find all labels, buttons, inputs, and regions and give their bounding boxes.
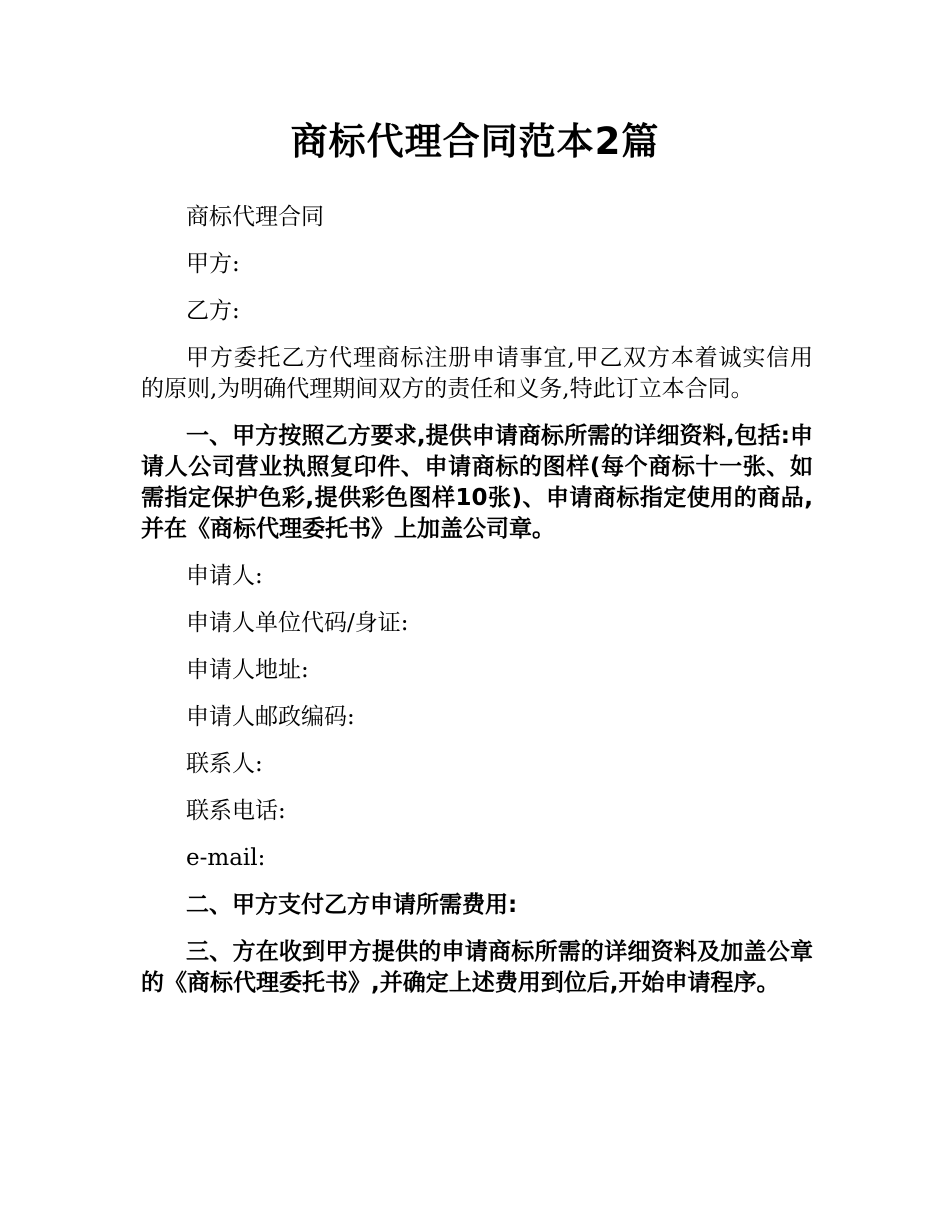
document-body <box>141 202 813 1015</box>
paragraph-party-b: 乙方: <box>186 298 240 324</box>
field-applicant: 申请人: <box>186 563 263 589</box>
field-applicant-code: 申请人单位代码/身证: <box>186 610 409 636</box>
clause-three: 三、方在收到甲方提供的申请商标所需的详细资料及加盖公章的《商标代理委托书》,并确定上述费用到位后,开始申请程序。 <box>141 939 813 996</box>
field-contact-person: 联系人: <box>186 751 263 777</box>
paragraph-contract-name: 商标代理合同 <box>186 204 324 230</box>
clause-one: 一、甲方按照乙方要求,提供申请商标所需的详细资料,包括:申请人公司营业执照复印件、申请商标的图样(每个商标十一张、如需指定保护色彩,提供彩色图样10张)、申请商标指定使用的商品,并在《商标代理委托书》上加盖公司章。 <box>141 423 813 542</box>
paragraph-party-a: 甲方: <box>186 251 240 277</box>
field-contact-phone: 联系电话: <box>186 798 286 824</box>
clause-two: 二、甲方支付乙方申请所需费用: <box>186 892 518 918</box>
field-applicant-address: 申请人地址: <box>186 657 309 683</box>
field-postal-code: 申请人邮政编码: <box>186 704 355 730</box>
field-email: e-mail: <box>186 845 266 871</box>
document-title: 商标代理合同范本2篇 <box>290 120 660 163</box>
paragraph-preamble: 甲方委托乙方代理商标注册申请事宜,甲乙双方本着诚实信用的原则,为明确代理期间双方的责任和义务,特此订立本合同。 <box>141 345 813 402</box>
